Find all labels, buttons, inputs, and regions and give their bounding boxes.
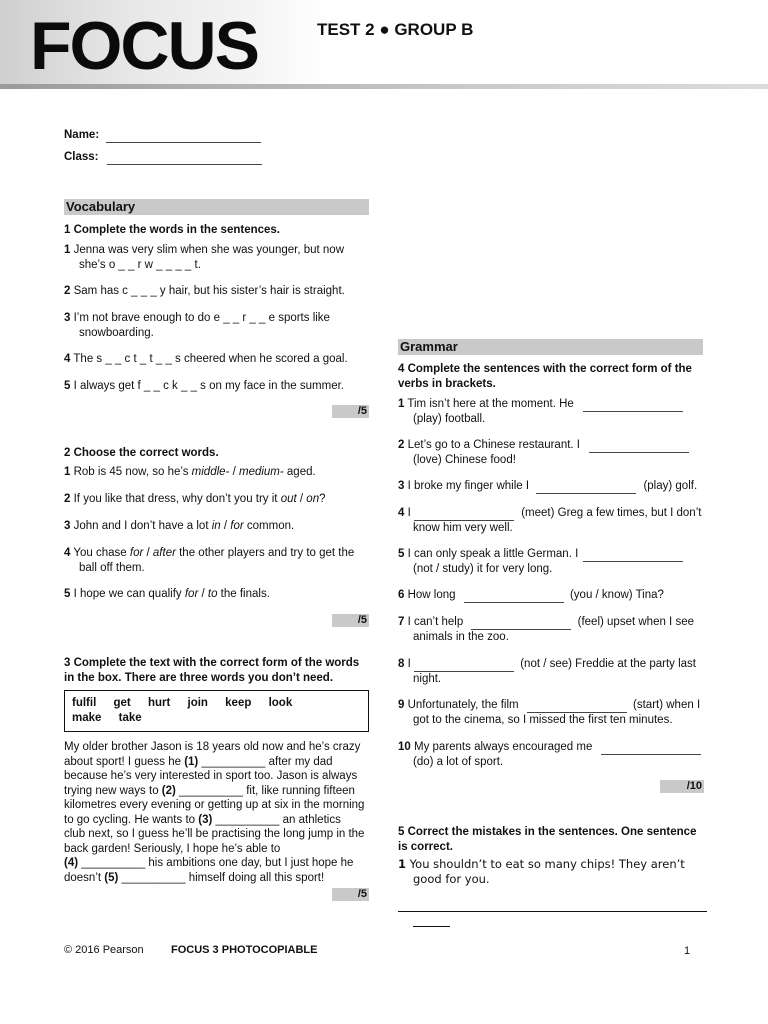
ex2-score-box: /5 (332, 614, 369, 627)
word-box-item: take (118, 712, 142, 724)
ex4-score-box: /10 (660, 780, 704, 793)
ex1-item-5: 5 I always get f _ _ c k _ _ s on my face in the summer. (64, 380, 344, 392)
ex4-item-1: 1 Tim isn’t here at the moment. He (play) football. (398, 397, 708, 427)
ex2-item-1: 1 Rob is 45 now, so he’s middle- / medium- aged. (64, 466, 316, 478)
ex4-item-9: 9 Unfortunately, the film (start) when I got to the cinema, so I missed the first ten minutes. (398, 699, 701, 726)
correction-line[interactable] (398, 911, 707, 912)
answer-blank[interactable] (589, 452, 689, 453)
ex2-option[interactable]: on (306, 493, 320, 505)
ex4-item-4: 4 I (meet) Greg a few times, but I don’t know him very well. (398, 507, 702, 534)
answer-blank[interactable] (583, 411, 683, 412)
exercise-4-instruction: 4 Complete the sentences with the correct form of the verbs in brackets. (398, 363, 692, 390)
name-label: Name: (64, 129, 100, 141)
ex2-item-4: 4 You chase for / after the other players and try to get the ball off them. (64, 547, 355, 574)
gap-3[interactable]: __________ an athletics (212, 813, 341, 826)
ex1-item-2: 2 Sam has c _ _ _ y hair, but his sister’s hair is straight. (64, 285, 345, 297)
answer-blank[interactable] (601, 754, 701, 755)
word-box-item: keep (225, 697, 252, 709)
word-box-item: join (187, 697, 208, 709)
ex5-item-1: 1 You shouldn’t to eat so many chips! They aren’t good for you. (398, 857, 685, 886)
vocabulary-heading: Vocabulary (64, 199, 369, 215)
test-title: TEST 2 ● GROUP B (317, 20, 474, 39)
word-box-item: hurt (147, 697, 171, 709)
word-box-item: look (268, 697, 293, 709)
ex2-option[interactable]: for (184, 588, 199, 600)
gap-5[interactable]: __________ himself doing all this sport! (118, 871, 325, 884)
ex2-option[interactable]: to (207, 588, 218, 600)
word-box-item: fulfil (72, 697, 97, 709)
exercise-1-instruction: 1 Complete the words in the sentences. (64, 224, 280, 236)
ex3-score-box: /5 (332, 888, 369, 901)
ex4-item-8: 8 I (not / see) Freddie at the party last night. (398, 658, 696, 685)
ex1-item-1: 1 Jenna was very slim when she was younger, but now she’s o _ _ r w _ _ _ _ t. (64, 244, 344, 271)
grammar-heading: Grammar (398, 339, 703, 355)
page-number: 1 (684, 945, 691, 957)
ex4-item-10: 10 My parents always encouraged me (do) a lot of sport. (398, 740, 708, 770)
ex4-item-2: 2 Let’s go to a Chinese restaurant. I (love) Chinese food! (398, 438, 708, 468)
ex2-option[interactable]: middle- (191, 466, 230, 478)
exercise-2-instruction: 2 Choose the correct words. (64, 447, 219, 459)
answer-blank[interactable] (464, 602, 564, 603)
ex2-option[interactable]: for (230, 520, 244, 532)
ex1-score-box: /5 (332, 405, 369, 418)
exercise-3-instruction: 3 Complete the text with the correct form of the words in the box. There are three words you don’t need. (64, 657, 360, 684)
gap-4[interactable]: __________ his ambitions one day, but I just hope he (78, 857, 354, 869)
gap-1[interactable]: __________ after my dad (198, 755, 333, 768)
ex2-option[interactable]: in (211, 520, 221, 532)
word-box-item: make (72, 712, 102, 724)
ex2-option[interactable]: medium- (238, 466, 284, 478)
ex1-item-3: 3 I’m not brave enough to do e _ _ r _ _ e sports like snowboarding. (64, 312, 330, 339)
answer-blank[interactable] (583, 561, 683, 562)
class-label: Class: (64, 151, 99, 163)
ex4-item-7: 7 I can’t help (feel) upset when I see animals in the zoo. (398, 616, 694, 643)
ex1-item-4: 4 The s _ _ c t _ t _ _ s cheered when he scored a goal. (64, 353, 348, 365)
word-box (64, 690, 369, 732)
ex2-option[interactable]: for (129, 547, 144, 559)
footer-copyright: © 2016 Pearson (64, 944, 144, 956)
exercise-5-instruction: 5 Correct the mistakes in the sentences. One sentence is correct. (398, 826, 697, 853)
answer-blank[interactable] (536, 493, 636, 494)
gap-2[interactable]: __________ fit, like running fifteen (175, 784, 355, 797)
footer-series: FOCUS 3 PHOTOCOPIABLE (171, 944, 318, 956)
ex2-option[interactable]: after (152, 547, 176, 559)
ex4-item-5: 5 I can only speak a little German. I (not / study) it for very long. (398, 547, 708, 577)
correction-line-short[interactable] (413, 926, 450, 927)
ex2-item-5: 5 I hope we can qualify for / to the finals. (64, 588, 270, 600)
ex2-item-3: 3 John and I don’t have a lot in / for common. (64, 520, 295, 532)
ex2-item-2: 2 If you like that dress, why don’t you try it out / on? (64, 493, 326, 505)
class-blank[interactable] (107, 164, 262, 165)
name-field[interactable] (64, 128, 261, 143)
header-divider (0, 84, 768, 89)
name-blank[interactable] (106, 142, 261, 143)
ex4-item-3: 3 I broke my finger while I (play) golf. (398, 480, 698, 492)
focus-logo: FOCUS (30, 8, 258, 84)
ex4-item-6: 6 How long (you / know) Tina? (398, 589, 664, 601)
class-field[interactable] (64, 150, 262, 165)
ex2-option[interactable]: out (280, 493, 297, 505)
ex3-text: My older brother Jason is 18 years old now and he’s crazy about sport! I guess he (1) __________ after my dad because he’s very interested in sport too. Jason is always trying new ways to (2) __________ fit, like running fifteen kilometres every evening or getting up at six in the morning to go cycling. He wants to (3) __________ an athletics club next, so I guess he’ll be practising the long jump in the back garden! Seriously, I hope he’s able to (4) __________ his ambitions one day, but I just hope he doesn’t (5) __________ himself doing all this sport! (64, 741, 365, 884)
word-box-item: get (113, 697, 131, 709)
